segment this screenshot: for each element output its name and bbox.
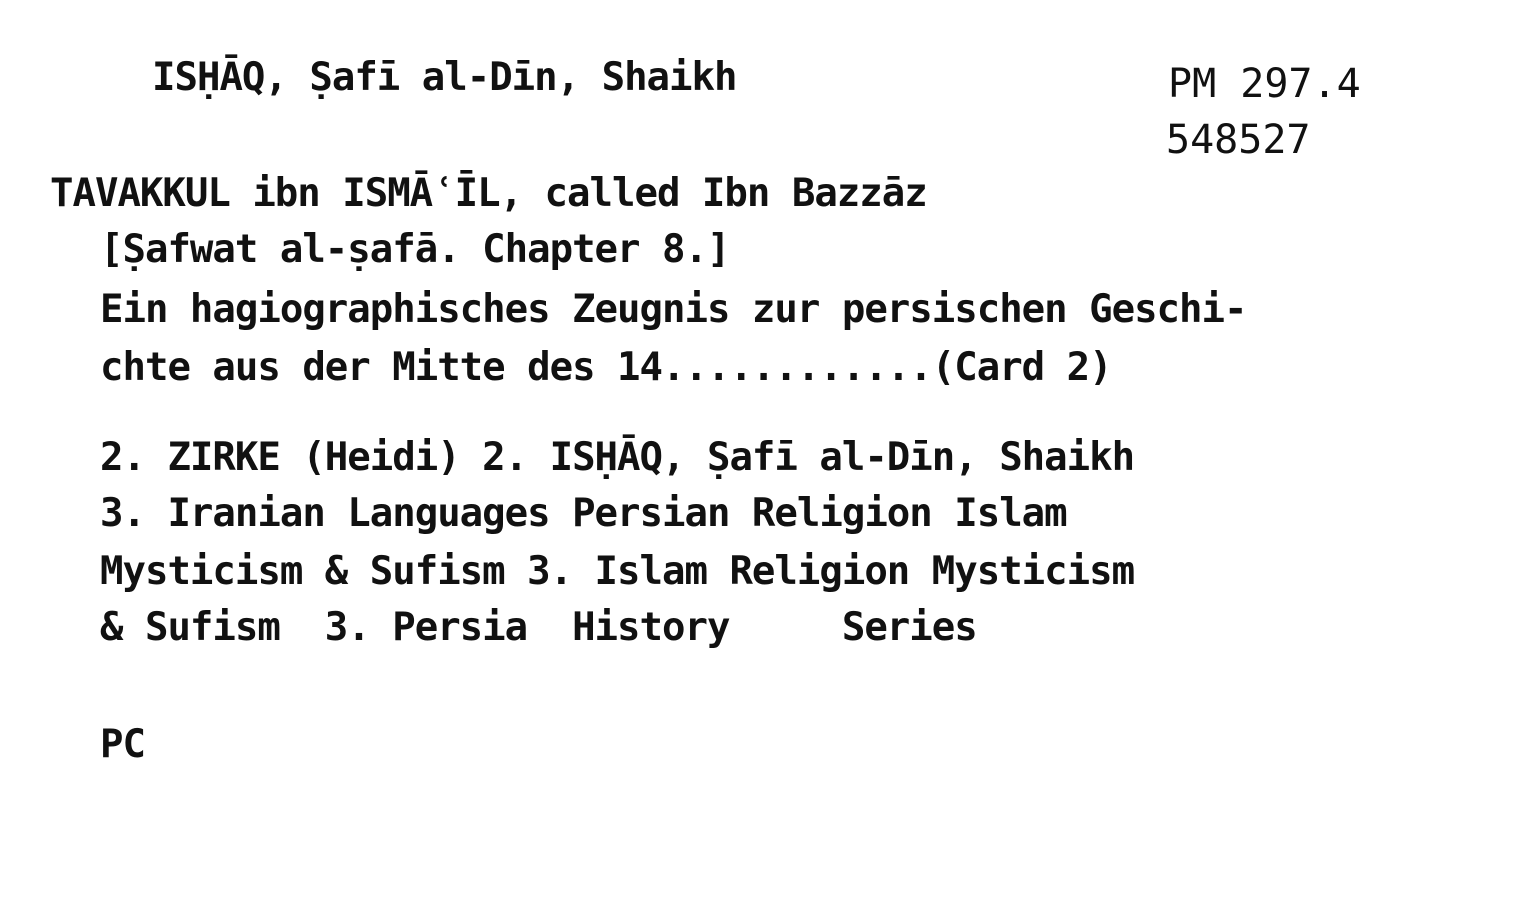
description-line-1: Ein hagiographisches Zeugnis zur persischen Geschi-	[100, 287, 1247, 332]
tracing-line-4: & Sufism 3. Persia History Series	[100, 605, 977, 650]
heading-entry: ISḤĀQ, Ṣafī al-Dīn, Shaikh	[152, 55, 737, 100]
location-code: PC	[100, 722, 145, 767]
tracing-line-3: Mysticism & Sufism 3. Islam Religion Mysticism	[100, 549, 1135, 594]
main-entry: TAVAKKUL ibn ISMĀʿĪL, called Ibn Bazzāz	[50, 171, 927, 216]
description-line-2: chte aus der Mitte des 14............(Card 2)	[100, 345, 1112, 390]
call-number-line-2: 548527	[1166, 117, 1311, 163]
title-line: [Ṣafwat al-ṣafā. Chapter 8.]	[100, 227, 730, 272]
tracing-line-1: 2. ZIRKE (Heidi) 2. ISḤĀQ, Ṣafī al-Dīn, Shaikh	[100, 435, 1135, 480]
tracing-line-2: 3. Iranian Languages Persian Religion Islam	[100, 491, 1067, 536]
call-number-line-1: PM 297.4	[1168, 61, 1361, 107]
